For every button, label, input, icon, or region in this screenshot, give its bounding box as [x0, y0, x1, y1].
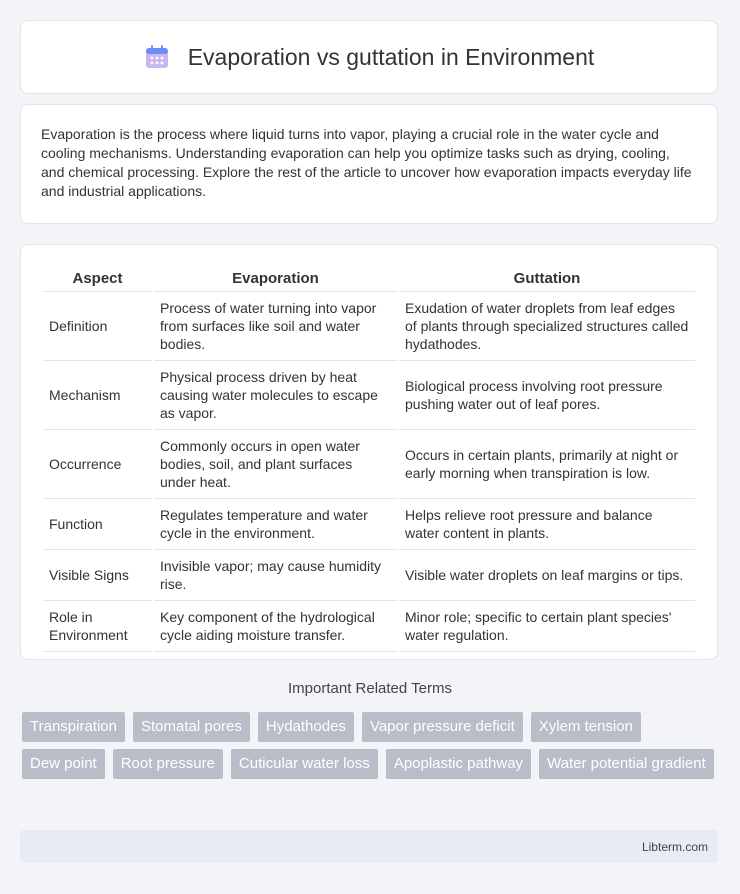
cell-aspect: Mechanism: [43, 361, 152, 430]
cell-evaporation: Key component of the hydrological cycle aiding moisture transfer.: [154, 601, 397, 652]
cell-evaporation: Invisible vapor; may cause humidity rise.: [154, 550, 397, 601]
cell-evaporation: Process of water turning into vapor from surfaces like soil and water bodies.: [154, 292, 397, 361]
term-tag[interactable]: Cuticular water loss: [231, 749, 378, 779]
calendar-icon: [144, 44, 170, 70]
header-aspect: Aspect: [43, 265, 152, 292]
term-tag[interactable]: Water potential gradient: [539, 749, 714, 779]
intro-text: Evaporation is the process where liquid turns into vapor, playing a crucial role in the water cycle and cooling mechanisms. Understanding evaporation can help you optimize tasks such as drying, cooling, and chemical processing. Explore the rest of the article to uncover how evaporation impacts everyday life and industrial applications.: [41, 126, 692, 199]
cell-evaporation: Regulates temperature and water cycle in the environment.: [154, 499, 397, 550]
header-evaporation: Evaporation: [154, 265, 397, 292]
term-tag[interactable]: Hydathodes: [258, 712, 354, 742]
comparison-table: [41, 265, 697, 652]
title-card: [20, 20, 718, 94]
cell-guttation: Minor role; specific to certain plant species' water regulation.: [399, 601, 695, 652]
comparison-table-card: [20, 244, 718, 660]
table-row: [43, 361, 695, 430]
table-row: [43, 292, 695, 361]
term-tag[interactable]: Root pressure: [113, 749, 223, 779]
term-tag[interactable]: Xylem tension: [531, 712, 641, 742]
footer: [20, 830, 718, 863]
cell-aspect: Function: [43, 499, 152, 550]
cell-guttation: Exudation of water droplets from leaf edges of plants through specialized structures called hydathodes.: [399, 292, 695, 361]
table-row: [43, 550, 695, 601]
term-tag[interactable]: Stomatal pores: [133, 712, 250, 742]
cell-aspect: Visible Signs: [43, 550, 152, 601]
cell-guttation: Occurs in certain plants, primarily at night or early morning when transpiration is low.: [399, 430, 695, 499]
cell-aspect: Occurrence: [43, 430, 152, 499]
cell-guttation: Biological process involving root pressure pushing water out of leaf pores.: [399, 361, 695, 430]
table-row: [43, 430, 695, 499]
related-terms-list: [22, 712, 722, 779]
cell-guttation: Visible water droplets on leaf margins or tips.: [399, 550, 695, 601]
table-row: [43, 499, 695, 550]
term-tag[interactable]: Transpiration: [22, 712, 125, 742]
header-guttation: Guttation: [399, 265, 695, 292]
cell-aspect: Role in Environment: [43, 601, 152, 652]
cell-guttation: Helps relieve root pressure and balance water content in plants.: [399, 499, 695, 550]
term-tag[interactable]: Vapor pressure deficit: [362, 712, 523, 742]
cell-aspect: Definition: [43, 292, 152, 361]
table-row: [43, 601, 695, 652]
term-tag[interactable]: Dew point: [22, 749, 105, 779]
intro-card: [20, 104, 718, 224]
footer-site-link[interactable]: Libterm.com: [641, 840, 708, 854]
table-header-row: [43, 265, 695, 292]
cell-evaporation: Commonly occurs in open water bodies, soil, and plant surfaces under heat.: [154, 430, 397, 499]
related-terms-title: Important Related Terms: [288, 680, 452, 697]
term-tag[interactable]: Apoplastic pathway: [386, 749, 531, 779]
page-title: Evaporation vs guttation in Environment: [187, 43, 595, 70]
cell-evaporation: Physical process driven by heat causing water molecules to escape as vapor.: [154, 361, 397, 430]
